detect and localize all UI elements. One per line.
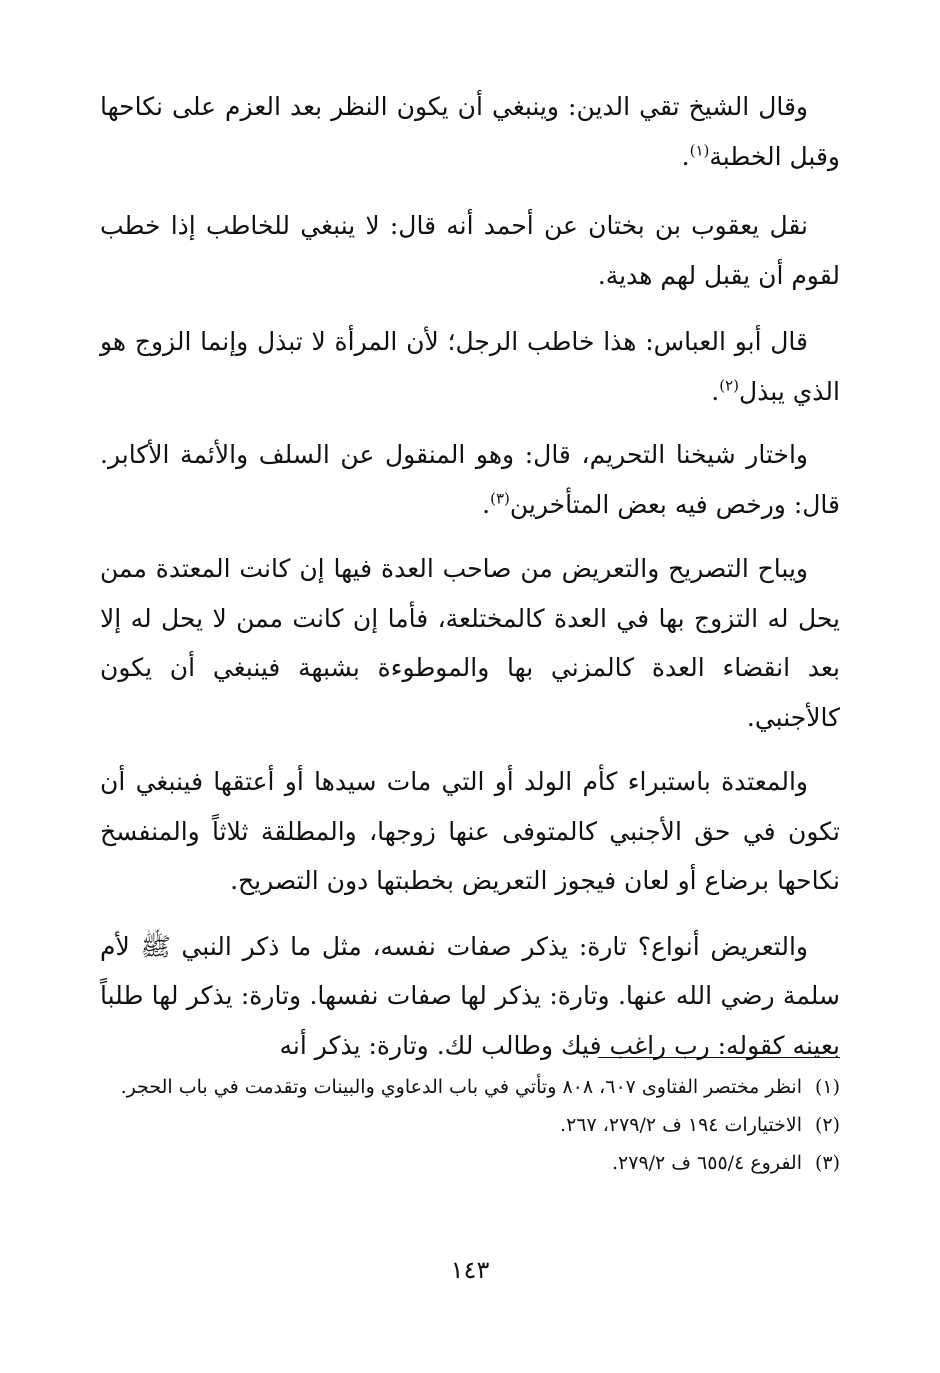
paragraph-tail: . bbox=[711, 376, 720, 406]
paragraph-text: وقال الشيخ تقي الدين: وينبغي أن يكون النظر بعد العزم على نكاحها وقبل الخطبة bbox=[100, 92, 840, 171]
paragraph-text: نقل يعقوب بن بختان عن أحمد أنه قال: لا ينبغي للخاطب إذا خطب لقوم أن يقبل لهم هدية. bbox=[100, 211, 840, 290]
page-number: ١٤٣ bbox=[450, 1256, 490, 1284]
paragraph-1 bbox=[100, 82, 840, 181]
footnote-ref[interactable]: (٢) bbox=[719, 376, 739, 395]
footnote-ref[interactable]: (٣) bbox=[490, 489, 510, 508]
footnote-divider bbox=[598, 1057, 840, 1058]
paragraph-text: والتعريض أنواع؟ تارة: يذكر صفات نفسه، مثل ما ذكر النبي ﷺ لأم سلمة رضي الله عنها. وتارة: يذكر لها صفات نفسها. وتارة: يذكر لها طلباً بعينه كقوله: رب راغب فيك وطالب لك. وتارة: يذكر أنه bbox=[100, 931, 840, 1060]
paragraph-tail: . bbox=[681, 141, 690, 171]
paragraph-text: واختار شيخنا التحريم، قال: وهو المنقول عن السلف والأئمة الأكابر. قال: ورخص فيه بعض المتأخرين bbox=[100, 440, 840, 519]
footnote-text: الفروع ٦٥٥/٤ ف ٢٧٩/٢. bbox=[611, 1152, 802, 1174]
footnote-item bbox=[100, 1108, 840, 1143]
paragraph-6 bbox=[100, 757, 840, 906]
paragraph-5 bbox=[100, 544, 840, 742]
footnote-ref[interactable]: (١) bbox=[689, 141, 710, 160]
main-text bbox=[100, 82, 840, 1090]
paragraph-text: ويباح التصريح والتعريض من صاحب العدة فيها إن كانت المعتدة ممن يحل له التزوج بها في العدة كالمختلعة، فأما إن كانت ممن لا يحل له إلا بعد انقضاء العدة كالمزني بها والموطوءة بشبهة فينبغي أن يكون كالأجنبي. bbox=[100, 554, 840, 732]
footnote-number: (١) bbox=[814, 1076, 840, 1098]
paragraph-2 bbox=[100, 201, 840, 300]
paragraph-4 bbox=[100, 430, 840, 529]
paragraph-text: قال أبو العباس: هذا خاطب الرجل؛ لأن المرأة لا تبذل وإنما الزوج هو الذي يبذل bbox=[100, 327, 840, 406]
footnote-text: انظر مختصر الفتاوى ٦٠٧، ٨٠٨ وتأتي في باب الدعاوي والبينات وتقدمت في باب الحجر. bbox=[120, 1076, 802, 1098]
paragraph-7 bbox=[100, 922, 840, 1071]
footnote-text: الاختيارات ١٩٤ ف ٢٧٩/٢، ٢٦٧. bbox=[560, 1114, 802, 1136]
footnote-number: (٢) bbox=[814, 1114, 840, 1136]
paragraph-tail: . bbox=[482, 489, 491, 519]
paragraph-text: والمعتدة باستبراء كأم الولد أو التي مات سيدها أو أعتقها فينبغي أن تكون في حق الأجنبي كالمتوفى عنها زوجها، والمطلقة ثلاثاً والمنفسخ نكاحها برضاع أو لعان فيجوز التعريض بخطبتها دون التصريح. bbox=[100, 767, 840, 895]
footnote-item bbox=[100, 1146, 840, 1181]
footnote-number: (٣) bbox=[814, 1152, 840, 1174]
paragraph-3 bbox=[100, 317, 840, 416]
footnote-item bbox=[100, 1070, 840, 1105]
footnotes-section bbox=[100, 1070, 840, 1184]
